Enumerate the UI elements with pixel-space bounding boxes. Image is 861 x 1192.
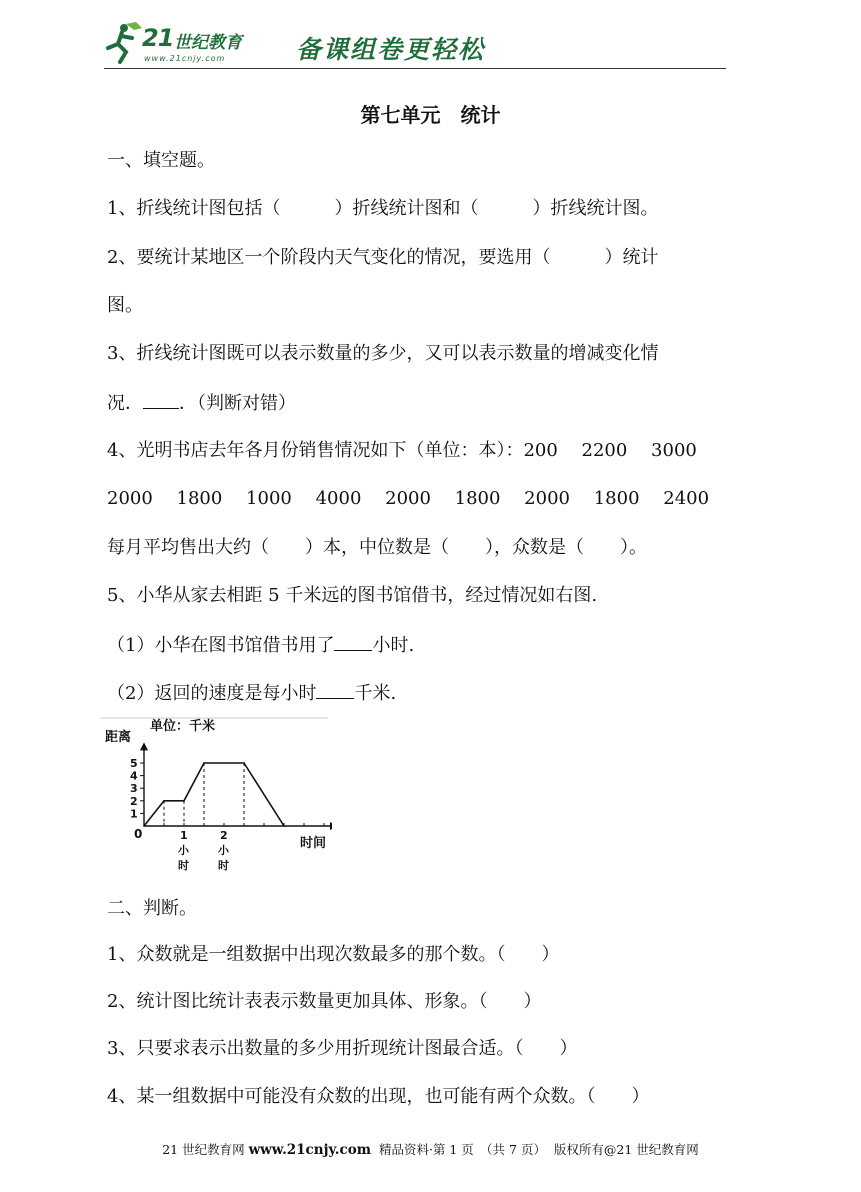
logo-text: 世纪教育: [174, 33, 242, 53]
data-point: [143, 825, 145, 827]
question-2-1: 1、众数就是一组数据中出现次数最多的那个数。（ ）: [107, 944, 560, 965]
y-tick-label: 2: [130, 794, 138, 808]
x-tick-unit-label: 时: [178, 859, 189, 872]
question-1-1: 1、折线统计图包括（ ）折线统计图和（ ）折线统计图。: [107, 198, 659, 219]
x-axis-label: 时间: [300, 836, 327, 851]
page-header: [104, 18, 726, 70]
question-2-3: 3、只要求表示出数量的多少用折现统计图最合适。（ ）: [107, 1038, 578, 1059]
x-tick-unit-label: 小: [218, 844, 229, 857]
y-axis-label: 距离: [105, 730, 132, 745]
sub2-suffix: 千米.: [354, 683, 397, 704]
question-1-5-sub2: [107, 680, 396, 707]
question-1-2-line1: 2、要统计某地区一个阶段内天气变化的情况，要选用（ ）统计: [107, 247, 659, 268]
question-1-3-line2: [107, 390, 296, 417]
footer-page-info: 精品资料·第 1 页 （共 7 页）: [378, 1142, 546, 1157]
origin-label: 0: [134, 827, 143, 841]
question-1-4-line1: 4、光明书店去年各月份销售情况如下（单位：本）：200 2200 3000: [107, 440, 697, 461]
question-1-4-line3: 每月平均售出大约（ ）本，中位数是（ ），众数是（ ）。: [107, 537, 647, 558]
distance-time-chart: [100, 716, 332, 878]
x-tick-label: 1: [180, 829, 188, 842]
y-tick-labels: [130, 757, 138, 820]
y-tick-label: 4: [130, 769, 138, 783]
header-divider: [104, 68, 726, 69]
answer-blank[interactable]: [316, 680, 354, 699]
x-axis-arrow: [330, 822, 332, 830]
question-2-2: 2、统计图比统计表表示数量更加具体、形象。（ ）: [107, 991, 542, 1012]
data-point: [243, 762, 245, 764]
page-title: [0, 99, 861, 128]
question-1-5-sub1: [107, 632, 414, 659]
logo-url: www.21cnjy.com: [144, 54, 226, 63]
page-footer: [0, 1140, 861, 1158]
title-unit: 第七单元: [360, 103, 441, 127]
header-slogan: 备课组卷更轻松: [296, 35, 486, 64]
y-axis-arrow: [140, 742, 148, 750]
footer-site: 21 世纪教育网: [162, 1142, 245, 1157]
runner-logo-icon: [104, 18, 144, 66]
y-tick-label: 5: [130, 757, 138, 770]
q3-suffix: ．（判断对错）: [179, 393, 296, 414]
y-tick-label: 1: [130, 807, 138, 821]
question-1-2-line2: 图。: [107, 295, 143, 316]
data-point: [163, 800, 165, 802]
question-1-5: 5、小华从家去相距 5 千米远的图书馆借书，经过情况如右图.: [107, 585, 598, 606]
x-tick-unit-label: 小: [178, 844, 189, 857]
sub2-prefix: （2）返回的速度是每小时: [107, 683, 317, 704]
sub1-prefix: （1）小华在图书馆借书用了: [107, 635, 335, 656]
question-1-4-line2: 2000 1800 1000 4000 2000 1800 2000 1800 2400: [107, 488, 710, 509]
x-tick-unit-label: 时: [218, 859, 229, 872]
x-tick-labels: [178, 829, 230, 872]
data-point: [183, 800, 185, 802]
logo-number: 21: [142, 24, 174, 52]
chart-guides: [164, 763, 244, 826]
distance-line: [144, 763, 284, 826]
y-tick-label: 3: [130, 782, 138, 796]
section1-heading: 一、填空题。: [107, 150, 215, 171]
data-point: [203, 762, 205, 764]
sub1-suffix: 小时.: [372, 635, 415, 656]
q3-prefix: 况．: [107, 393, 143, 414]
question-1-3-line1: 3、折线统计图既可以表示数量的多少，又可以表示数量的增减变化情: [107, 343, 659, 364]
chart-series: [143, 762, 285, 827]
answer-blank[interactable]: [334, 632, 372, 651]
section2-heading: 二、判断。: [107, 898, 197, 919]
question-2-4: 4、某一组数据中可能没有众数的出现，也可能有两个众数。（ ）: [107, 1086, 650, 1107]
footer-copyright: 版权所有@21 世纪教育网: [553, 1142, 699, 1157]
chart-unit-label: 单位：千米: [150, 719, 216, 734]
chart-axes: [140, 742, 332, 830]
title-topic: 统计: [460, 103, 501, 127]
footer-url[interactable]: www.21cnjy.com: [248, 1142, 371, 1158]
answer-blank[interactable]: [143, 390, 179, 409]
data-point: [283, 825, 285, 827]
x-tick-label: 2: [220, 829, 228, 842]
